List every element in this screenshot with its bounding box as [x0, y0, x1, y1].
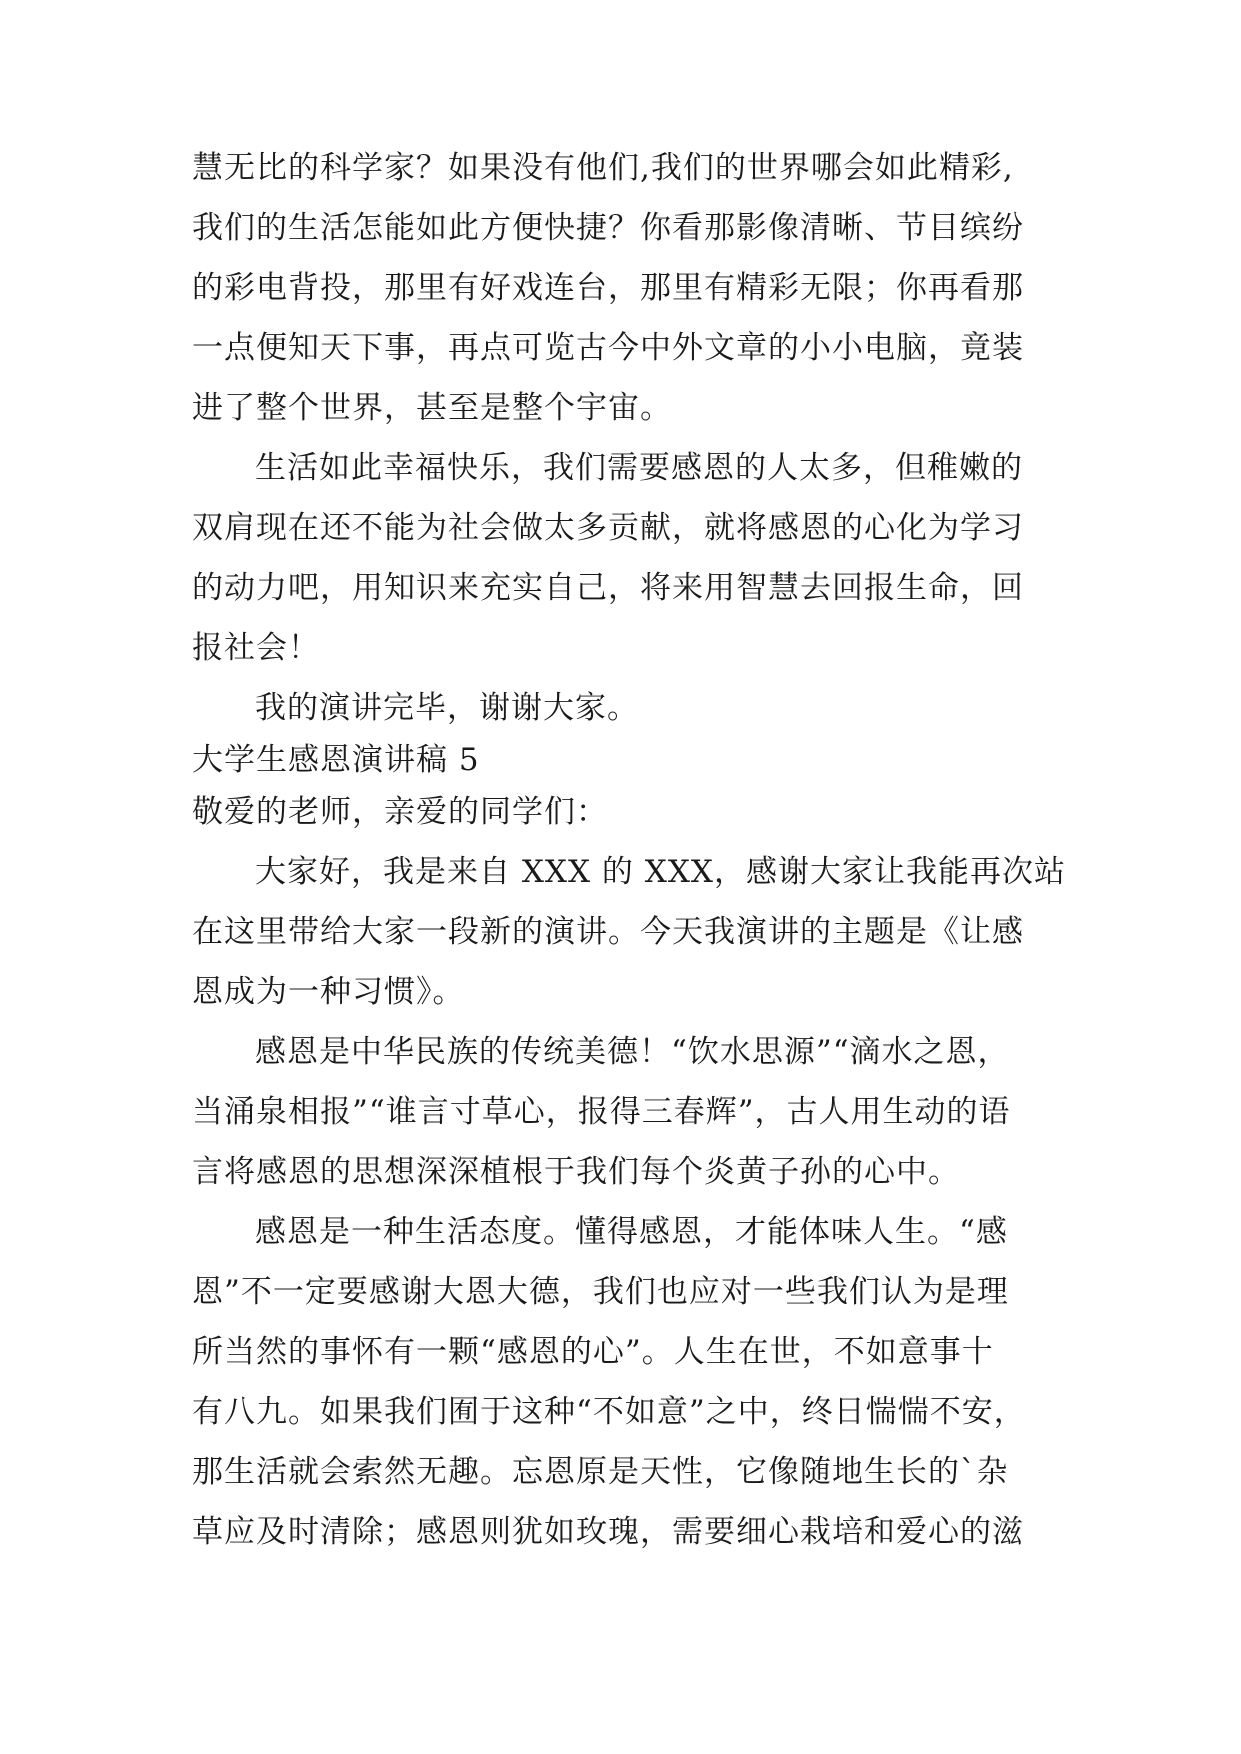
text-line: 双肩现在还不能为社会做太多贡献，就将感恩的心化为学习: [192, 510, 1024, 546]
text-line: 言将感恩的思想深深植根于我们每个炎黄子孙的心中。: [192, 1154, 960, 1190]
paragraph-start-line: 我的演讲完毕，谢谢大家。: [255, 690, 639, 726]
paragraph-start-line: 生活如此幸福快乐，我们需要感恩的人太多，但稚嫩的: [255, 450, 1023, 486]
paragraph-start-line: 感恩是一种生活态度。懂得感恩，才能体味人生。“感: [255, 1214, 1008, 1250]
text-line: 一点便知天下事，再点可览古今中外文章的小小电脑，竟装: [192, 330, 1024, 366]
paragraph-start-line: 感恩是中华民族的传统美德！“饮水思源”“滴水之恩，: [255, 1034, 1010, 1070]
text-line: 在这里带给大家一段新的演讲。今天我演讲的主题是《让感: [192, 914, 1024, 950]
text-line: 进了整个世界，甚至是整个宇宙。: [192, 390, 672, 426]
text-line: 草应及时清除；感恩则犹如玫瑰，需要细心栽培和爱心的滋: [192, 1514, 1024, 1550]
text-line: 的彩电背投，那里有好戏连台，那里有精彩无限；你再看那: [192, 270, 1024, 306]
text-line: 那生活就会索然无趣。忘恩原是天性，它像随地生长的`杂: [192, 1454, 1009, 1490]
section-heading: 大学生感恩演讲稿 5: [192, 742, 480, 778]
salutation-line: 敬爱的老师，亲爱的同学们：: [192, 794, 608, 830]
text-line: 所当然的事怀有一颗“感恩的心”。人生在世，不如意事十: [192, 1334, 994, 1370]
text-line: 慧无比的科学家？如果没有他们,我们的世界哪会如此精彩,: [192, 150, 1014, 186]
text-line: 当涌泉相报”“谁言寸草心，报得三春辉”，古人用生动的语: [192, 1094, 1011, 1130]
text-line: 恩”不一定要感谢大恩大德，我们也应对一些我们认为是理: [192, 1274, 1009, 1310]
text-line: 恩成为一种习惯》。: [192, 974, 465, 1010]
paragraph-start-line: 大家好，我是来自 XXX 的 XXX，感谢大家让我能再次站: [255, 854, 1066, 890]
text-line: 报社会！: [192, 630, 320, 666]
text-line: 我们的生活怎能如此方便快捷？你看那影像清晰、节目缤纷: [192, 210, 1024, 246]
text-line: 的动力吧，用知识来充实自己，将来用智慧去回报生命，回: [192, 570, 1024, 606]
text-line: 有八九。如果我们囿于这种“不如意”之中，终日惴惴不安，: [192, 1394, 1026, 1430]
